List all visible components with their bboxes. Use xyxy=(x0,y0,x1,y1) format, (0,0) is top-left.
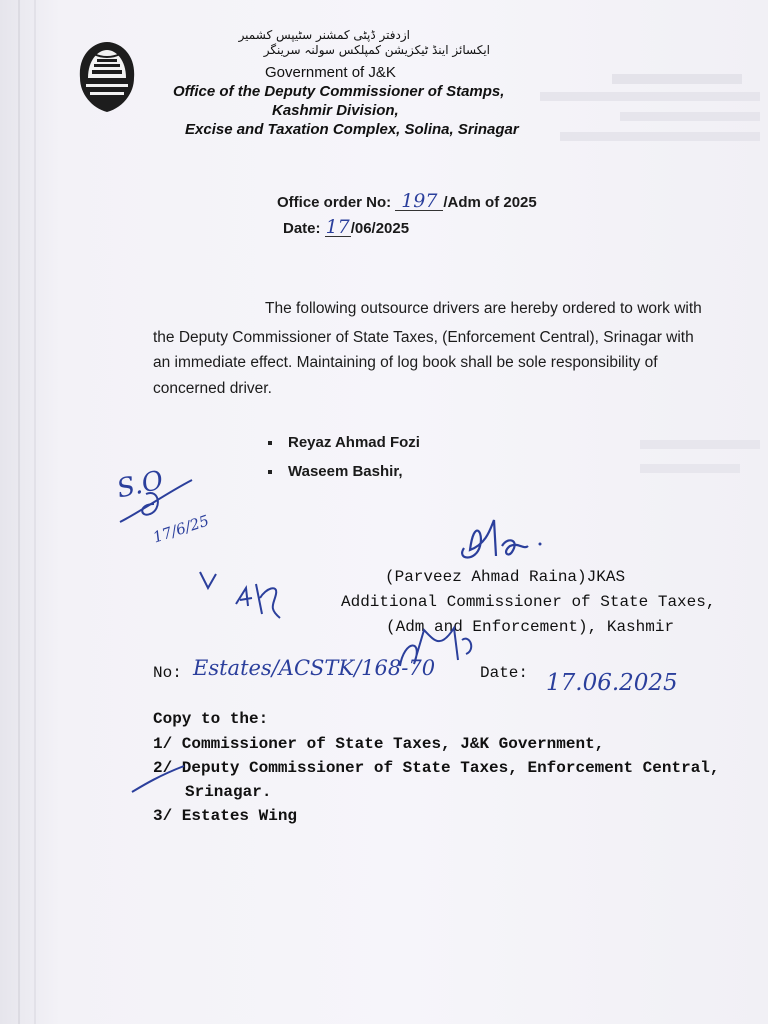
dispatch-no-handwritten: Estates/ACSTK/168-70 xyxy=(193,656,436,680)
so-annotation: S.O xyxy=(114,465,167,505)
driver-name: Waseem Bashir, xyxy=(288,463,403,480)
body-line-3: an immediate effect. Maintaining of log book shall be sole responsibility of xyxy=(153,354,658,371)
dispatch-initials-scribble xyxy=(394,620,480,680)
bleed-through-mark xyxy=(640,464,740,473)
signatory-designation: Additional Commissioner of State Taxes, xyxy=(341,593,716,611)
down-arrow-icon xyxy=(196,568,220,594)
dispatch-date-handwritten: 17.06.2025 xyxy=(546,670,678,696)
state-emblem-icon xyxy=(72,34,142,116)
header-urdu-line-2: ایکسائز اینڈ ٹیکزیشن کمپلکس سولنہ سرینگر xyxy=(263,43,490,57)
header-division: Kashmir Division, xyxy=(272,102,399,119)
header-complex: Excise and Taxation Complex, Solina, Srinagar xyxy=(185,121,519,138)
bleed-through-mark xyxy=(540,92,760,101)
driver-name: Reyaz Ahmad Fozi xyxy=(288,434,420,451)
signatory-name: (Parveez Ahmad Raina)JKAS xyxy=(385,568,626,586)
signatory-wing: (Adm and Enforcement), Kashmir xyxy=(386,618,675,636)
bleed-through-mark xyxy=(620,112,760,121)
bleed-through-mark xyxy=(612,74,742,84)
dispatch-no-label: No: xyxy=(153,664,182,682)
copy-to-item-2-cont: Srinagar. xyxy=(185,783,272,801)
list-item xyxy=(268,430,420,459)
copy-to-item-2: 2/ Deputy Commissioner of State Taxes, Enforcement Central, xyxy=(153,759,720,777)
binding-edge xyxy=(18,0,20,1024)
signature-scribble xyxy=(450,510,550,570)
so-date-annotation: 17/6/25 xyxy=(150,511,212,547)
order-date-day-handwritten: 17 xyxy=(325,216,350,238)
bullet-icon xyxy=(268,441,272,445)
copy-to-item-3: 3/ Estates Wing xyxy=(153,807,298,825)
initials-scribble xyxy=(232,574,288,622)
copy-to-heading: Copy to the: xyxy=(153,710,269,728)
copy-to-item-1: 1/ Commissioner of State Taxes, J&K Government, xyxy=(153,735,605,753)
list-item xyxy=(268,459,420,488)
order-number-handwritten: 197 xyxy=(395,192,443,211)
order-date-rest: /06/2025 xyxy=(350,220,410,237)
order-number-label: Office order No: xyxy=(277,194,392,211)
header-office: Office of the Deputy Commissioner of Stamps, xyxy=(173,83,505,100)
body-line-2: the Deputy Commissioner of State Taxes, (Enforcement Central), Srinagar with xyxy=(153,329,694,346)
bleed-through-mark xyxy=(640,440,760,449)
header-urdu-line-1: ازدفتر ڈپٹی کمشنر سٹیپس کشمیر xyxy=(238,28,410,42)
driver-list xyxy=(268,430,420,488)
dispatch-date-label: Date: xyxy=(480,664,529,682)
bullet-icon xyxy=(268,470,272,474)
order-date-line xyxy=(283,218,409,237)
binding-edge xyxy=(34,0,36,1024)
order-number-line xyxy=(277,192,537,211)
header-government: Government of J&K xyxy=(265,64,396,81)
body-line-4: concerned driver. xyxy=(153,380,272,397)
bleed-through-mark xyxy=(560,132,760,141)
body-line-1: The following outsource drivers are hereby ordered to work with xyxy=(265,300,702,317)
tick-mark-icon xyxy=(128,762,188,798)
order-date-label: Date: xyxy=(283,220,321,237)
order-number-suffix: /Adm of 2025 xyxy=(443,194,537,211)
